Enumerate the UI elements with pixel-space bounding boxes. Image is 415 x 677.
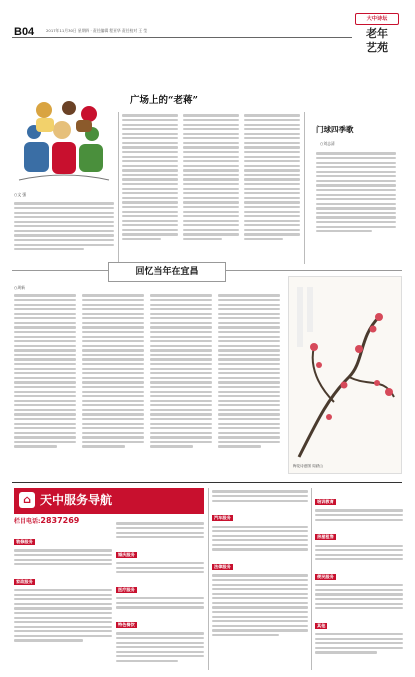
article2-col2 bbox=[82, 292, 144, 477]
hotline-label: 栏目电话: bbox=[14, 518, 41, 525]
category-food: 特色餐饮 bbox=[118, 621, 135, 627]
category-legal: 法律服务 bbox=[214, 563, 231, 569]
article2-col4 bbox=[218, 292, 280, 477]
page-header bbox=[0, 0, 415, 70]
article1-title: 广场上的“老蒋” bbox=[130, 95, 198, 106]
page-meta: 2017年11月30日 星期四 · 责任编辑 程亚华 责任校对 王 莹 bbox=[46, 28, 148, 33]
article2-title: 回忆当年在宜昌 bbox=[135, 267, 199, 277]
plum-blossom-painting bbox=[288, 276, 402, 474]
service-hotline bbox=[14, 516, 79, 525]
service-guide-title: 天中服务导航 bbox=[40, 493, 113, 507]
article1-col1 bbox=[14, 200, 114, 270]
category-decoration: 装修服务 bbox=[16, 539, 33, 544]
poem-author: ○刘志清 bbox=[320, 141, 335, 146]
brand-text: 大中诗坛 bbox=[366, 16, 388, 22]
category-real-estate: 房屋租售 bbox=[317, 534, 334, 540]
category-wedding: 婚庆服务 bbox=[118, 551, 135, 557]
section-title bbox=[359, 27, 395, 55]
article1-illustration bbox=[14, 90, 114, 190]
page-code: B04 bbox=[14, 26, 35, 38]
service-home-icon: ⌂ bbox=[19, 492, 35, 508]
article1-author: ○文 强 bbox=[14, 192, 27, 197]
article1-col2 bbox=[122, 112, 178, 264]
category-other: 其他 bbox=[317, 622, 326, 628]
article1-col4 bbox=[244, 112, 300, 264]
article2-title-box bbox=[108, 262, 226, 282]
poem-body bbox=[316, 150, 396, 260]
article2-col1 bbox=[14, 292, 76, 477]
service-col2 bbox=[116, 520, 204, 668]
category-housekeeping: 家政服务 bbox=[16, 578, 33, 584]
service-col3 bbox=[212, 488, 308, 670]
category-education: 培训教育 bbox=[317, 499, 334, 504]
crowd-illustration bbox=[14, 90, 114, 190]
brand-logo bbox=[355, 13, 399, 25]
painting-caption: 梅花诗意图 周跃山 bbox=[293, 464, 323, 468]
category-auto: 汽车服务 bbox=[214, 515, 231, 521]
plum-branch-image bbox=[289, 277, 401, 463]
article1-col3 bbox=[183, 112, 239, 264]
service-col1 bbox=[14, 528, 112, 668]
hotline-number: 2837269 bbox=[40, 516, 80, 525]
category-medical: 医疗服务 bbox=[118, 586, 135, 592]
category-convenience: 便民服务 bbox=[317, 573, 334, 579]
header-rule bbox=[12, 37, 352, 38]
article2-author: ○周新 bbox=[14, 285, 25, 290]
article2-col3 bbox=[150, 292, 212, 477]
section-title-line2: 艺苑 bbox=[366, 41, 388, 54]
poem-title: 门球四季歌 bbox=[316, 125, 354, 134]
section-title-line1: 老年 bbox=[366, 27, 388, 40]
service-col4 bbox=[315, 488, 403, 670]
service-guide-banner bbox=[14, 488, 204, 514]
